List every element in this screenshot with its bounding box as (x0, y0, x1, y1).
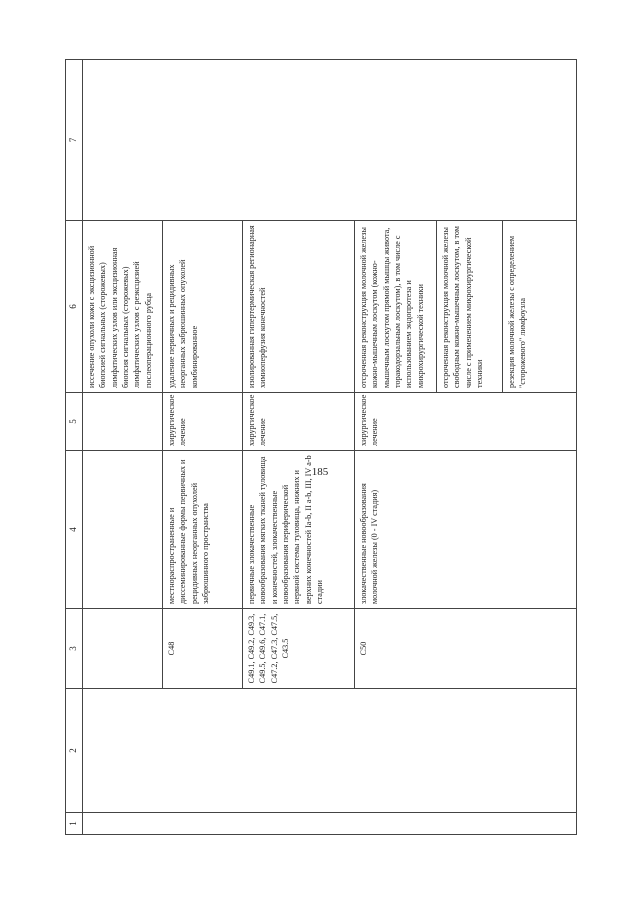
treatment-type: хирургическое лечение (163, 393, 243, 451)
icd-codes: C48 (163, 609, 243, 689)
treatment-method: резекция молочной железы с определением "сторожевого" лимфоузла (503, 221, 577, 393)
header-cell: 1 (66, 813, 83, 835)
icd-codes: C50 (355, 609, 577, 689)
header-cell: 4 (66, 451, 83, 609)
diagnosis: первичные злокачественные новообразования мягких тканей туловища и конечностей, злокачественные новообразования периферической нервной системы туловища, нижних и верхних конечностей Ia-b, II a-b, III, IV a-b стадии (243, 451, 355, 609)
treatment-type: хирургическое лечение (355, 393, 577, 451)
treatment-type: хирургическое лечение (243, 393, 355, 451)
treatment-method: удаление первичных и рецидивных неорганных забрюшинных опухолей комбинированное (163, 221, 243, 393)
treatment-method: отсроченная реконструкция молочной железы кожно-мышечным лоскутом (кожно-мышечным лоскутом прямой мышцы живота, торакодорзальным лоскутом), в том числе с использованием эндопротеза и микрохирургической техники (355, 221, 437, 393)
treatment-method: изолированная гипертермическая регионарная химиоперфузия конечностей (243, 221, 355, 393)
header-cell: 6 (66, 221, 83, 393)
header-cell: 7 (66, 60, 83, 221)
icd-codes (83, 609, 163, 689)
diagnosis: местнораспространенные и диссеминированные формы первичных и рецидивных неорганных опухолей забрюшинного пространства (163, 451, 243, 609)
diagnosis: злокачественные новообразования молочной железы (0 - IV стадия) (355, 451, 577, 609)
header-cell: 2 (66, 689, 83, 813)
header-cell: 3 (66, 609, 83, 689)
table-header-row (66, 60, 83, 835)
header-cell: 5 (66, 393, 83, 451)
treatment-method: иссечение опухоли кожи с эксцизионной биопсией сигнальных (сторожевых) лимфатических узлов или эксцизионная биопсия сигнальных (сторожевых) лимфатических узлов с реэксцизией послеоперационного рубца (83, 221, 163, 393)
empty-cell (83, 689, 577, 813)
empty-cell (83, 813, 577, 835)
rotated-table-wrapper (65, 60, 577, 835)
treatment-method: отсроченная реконструкция молочной железы свободным кожно-мышечным лоскутом, в том числе с применением микрохирургической техники (437, 221, 503, 393)
diagnosis (83, 451, 163, 609)
treatment-type (83, 393, 163, 451)
icd-codes: C49.1, C49.2, C49.3, C49.5, C49.6, C47.1, C47.2, C47.3, C47.5, C43.5 (243, 609, 355, 689)
empty-cell (83, 60, 577, 221)
page-number: 185 (311, 466, 329, 478)
table-row (83, 60, 163, 835)
treatment-table (65, 59, 577, 835)
